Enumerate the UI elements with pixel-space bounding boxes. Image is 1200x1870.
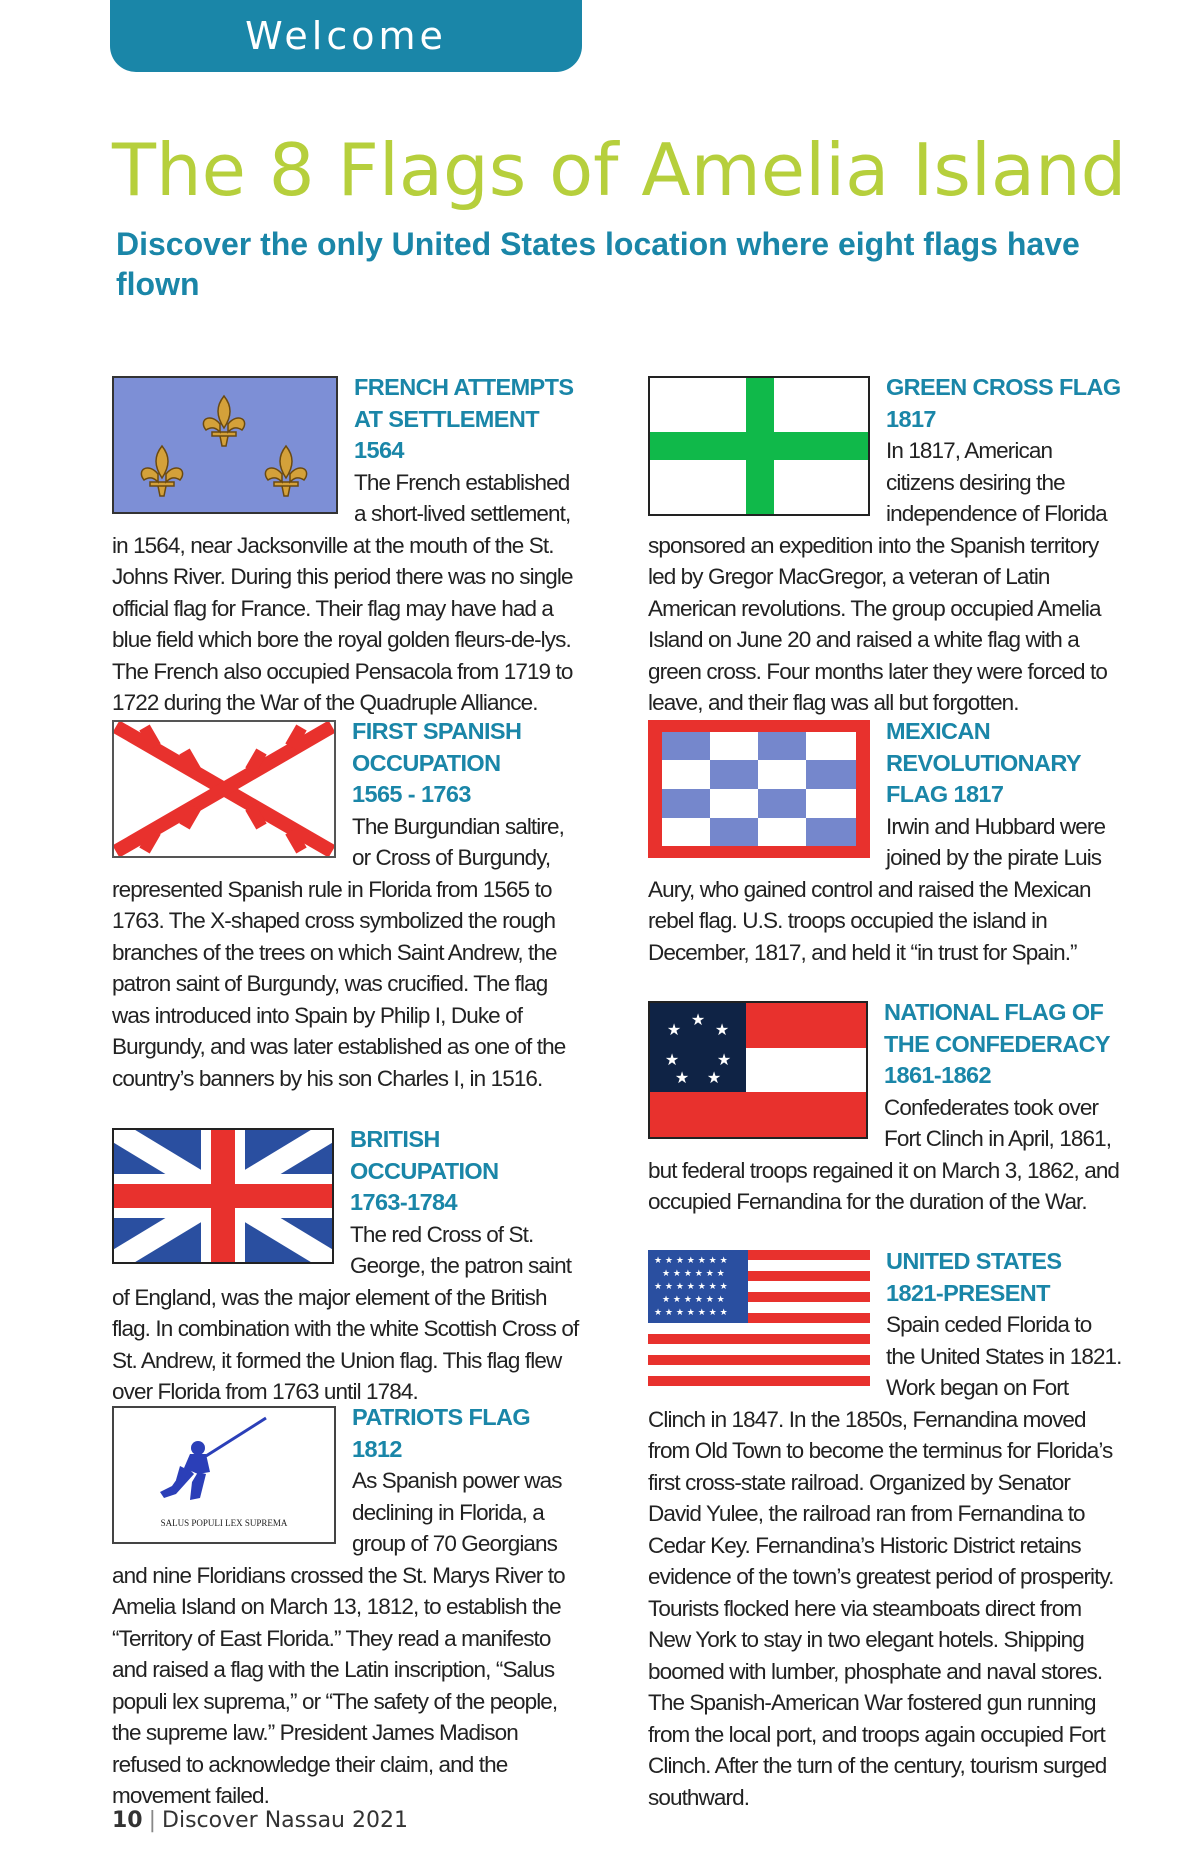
entry-french-title: FRENCH ATTEMPTS AT SETTLEMENT 1564 bbox=[354, 374, 574, 463]
entry-mexican-body: Irwin and Hubbard were joined by the pirate Luis Aury, who gained control and raised the Mexican rebel flag. U.S. troops occupied the island in December, 1817, and held it “in trust for Spain.” bbox=[648, 813, 1106, 965]
publication-name: Discover Nassau 2021 bbox=[162, 1808, 408, 1833]
entry-us-body: Spain ceded Florida to the United States in 1821. Work began on Fort Clinch in 1847. In the 1850s, Fernandina moved from Old Town to become the terminus for Florida’s first cross-state railroad. Organized by Senator David Yulee, the railroad ran from Fernandina to Cedar Key. Fernandina’s Historic District retains evidence of the town’s greatest period of prosperity. Tourists flocked here via steamboats direct from New York to stay in two elegant hotels. Shipping boomed with lumber, phosphate and naval stores. The Spanish-American War fostered gun running from the local port, and troops again occupied Fort Clinch. After the turn of the century, tourism surged southward. bbox=[648, 1312, 1122, 1810]
page-footer bbox=[112, 1808, 408, 1833]
british-flag bbox=[112, 1128, 334, 1264]
patriots-flag bbox=[112, 1406, 336, 1544]
page-title: The 8 Flags of Amelia Island bbox=[112, 128, 1127, 212]
star-icon: ★ bbox=[666, 1020, 682, 1039]
entry-spanish-body: The Burgundian saltire, or Cross of Burgundy, represented Spanish rule in Florida from 1565 to 1763. The X-shaped cross symbolized the rough branches of the trees on which Saint Andrew, the patron saint of Burgundy, was crucified. The flag was introduced into Spain by Philip I, Duke of Burgundy, and was later established as one of the country’s banners by his son Charles I, in 1516. bbox=[112, 813, 566, 1091]
french-flag bbox=[112, 376, 338, 514]
entry-patriots bbox=[112, 1402, 582, 1812]
entry-spanish bbox=[112, 716, 582, 1094]
spanish-flag bbox=[112, 720, 336, 858]
entry-green-cross bbox=[648, 372, 1124, 719]
star-icon: ★ bbox=[716, 1050, 732, 1069]
entry-mexican bbox=[648, 716, 1124, 968]
us-flag bbox=[648, 1250, 870, 1388]
entry-green-cross-title: GREEN CROSS FLAG 1817 bbox=[886, 374, 1121, 432]
entry-spanish-title: FIRST SPANISH OCCUPATION 1565 - 1763 bbox=[352, 718, 522, 807]
star-icon: ★ ★ ★ ★ ★ ★ bbox=[662, 1295, 725, 1305]
green-cross-flag bbox=[648, 376, 870, 516]
entry-french bbox=[112, 372, 582, 719]
entry-british bbox=[112, 1124, 582, 1408]
section-tab bbox=[110, 0, 582, 72]
star-icon: ★ bbox=[674, 1068, 690, 1087]
mexican-flag bbox=[648, 720, 870, 858]
entry-confederacy-title: NATIONAL FLAG OF THE CONFEDERACY 1861-1862 bbox=[884, 999, 1111, 1088]
entry-confederacy bbox=[648, 997, 1124, 1218]
star-icon: ★ ★ ★ ★ ★ ★ ★ bbox=[654, 1308, 728, 1318]
footer-separator: | bbox=[148, 1808, 157, 1833]
star-icon: ★ bbox=[690, 1010, 706, 1029]
entry-green-cross-body: In 1817, American citizens desiring the independence of Florida sponsored an expedition into the Spanish territory led by Gregor MacGregor, a veteran of Latin American revolutions. The group occupied Amelia Island on June 20 and raised a white flag with a green cross. Four months later they were forced to leave, and their flag was all but forgotten. bbox=[648, 438, 1107, 715]
star-icon: ★ ★ ★ ★ ★ ★ ★ bbox=[654, 1282, 728, 1292]
star-icon: ★ ★ ★ ★ ★ ★ bbox=[662, 1269, 725, 1279]
star-icon: ★ bbox=[706, 1068, 722, 1087]
entry-patriots-body: As Spanish power was declining in Florida, a group of 70 Georgians and nine Floridians crossed the St. Marys River to Amelia Island on March 13, 1812, to establish the “Territory of East Florida.” They read a manifesto and raised a flag with the Latin inscription, “Salus populi lex suprema,” or “The safety of the people, the supreme law.” President James Madison refused to acknowledge their claim, and the movement failed. bbox=[112, 1468, 565, 1808]
confederacy-flag bbox=[648, 1001, 868, 1139]
entry-confederacy-body: Confederates took over Fort Clinch in April, 1861, but federal troops regained it on March 3, 1862, and occupied Fernandina for the duration of the War. bbox=[648, 1094, 1120, 1214]
entry-french-body: The French established a short-lived settlement, in 1564, near Jacksonville at the mouth of the St. Johns River. During this period there was no single official flag for France. Their flag may have had a blue field which bore the royal golden fleurs-de-lys. The French also occupied Pensacola from 1719 to 1722 during the War of the Quadruple Alliance. bbox=[112, 469, 573, 715]
entry-mexican-title: MEXICAN REVOLUTIONARY FLAG 1817 bbox=[886, 718, 1082, 807]
entry-us-title: UNITED STATES 1821-PRESENT bbox=[886, 1248, 1062, 1306]
star-icon: ★ ★ ★ ★ ★ ★ ★ bbox=[654, 1256, 728, 1266]
patriots-flag-inscription: SALUS POPULI LEX SUPREMA bbox=[160, 1518, 288, 1528]
star-icon: ★ bbox=[714, 1020, 730, 1039]
entry-us bbox=[648, 1246, 1124, 1813]
entry-british-title: BRITISH OCCUPATION 1763-1784 bbox=[350, 1126, 499, 1215]
page-subtitle: Discover the only United States location where eight flags have flown bbox=[116, 226, 1080, 302]
entry-british-body: The red Cross of St. George, the patron saint of England, was the major element of the British flag. In combination with the white Scottish Cross of St. Andrew, it formed the Union flag. This flag flew over Florida from 1763 until 1784. bbox=[112, 1221, 579, 1404]
entry-patriots-title: PATRIOTS FLAG 1812 bbox=[352, 1404, 531, 1462]
section-tab-label: Welcome bbox=[245, 14, 447, 58]
star-icon: ★ bbox=[664, 1050, 680, 1069]
page-number: 10 bbox=[112, 1808, 143, 1833]
